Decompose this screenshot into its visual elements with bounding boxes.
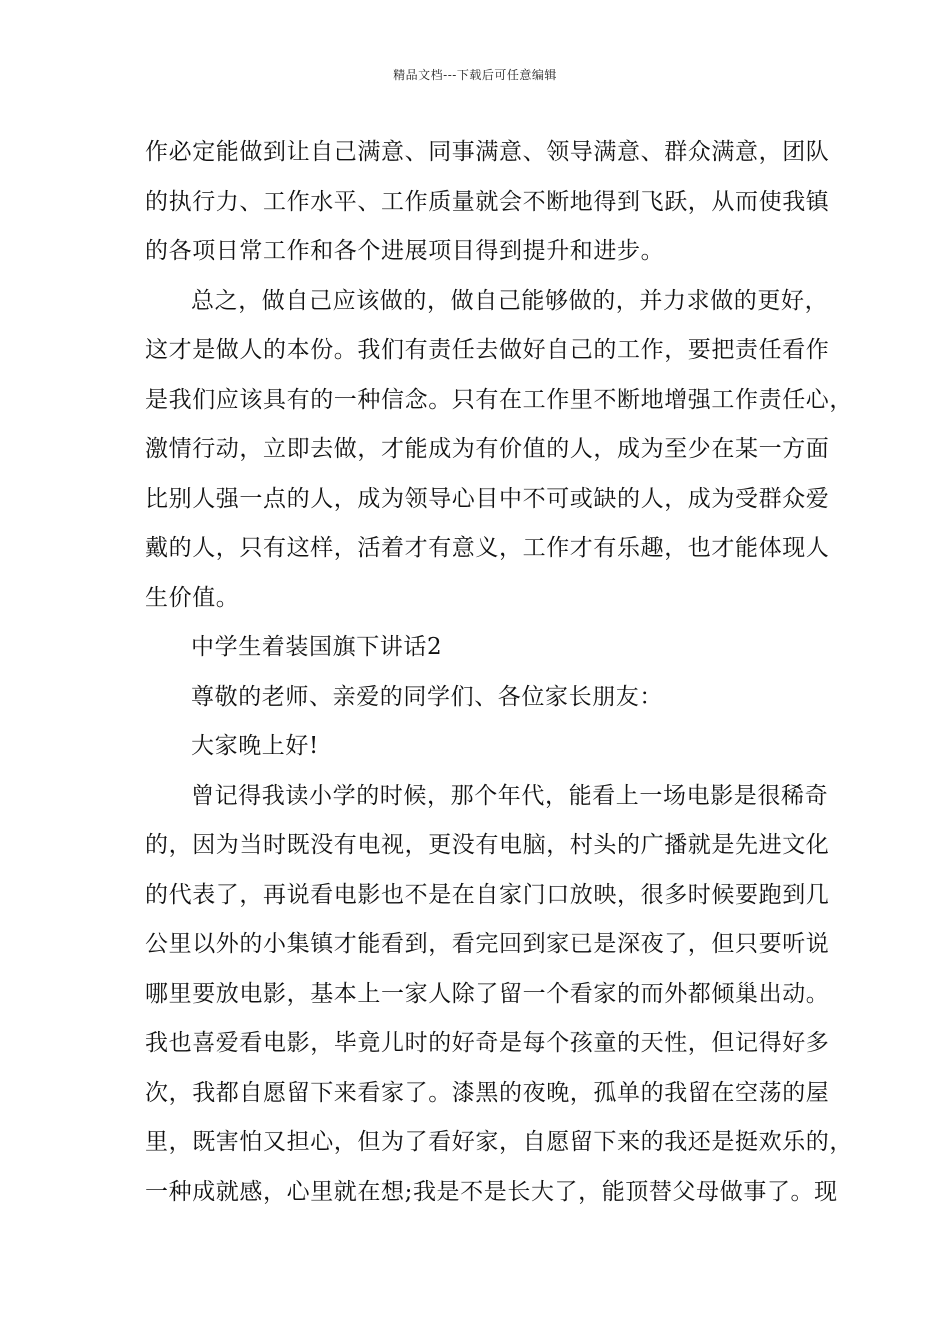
text-line: 公里以外的小集镇才能看到，看完回到家已是深夜了，但只要听说: [145, 931, 830, 957]
text-line: 中学生着装国旗下讲话2: [191, 634, 443, 660]
text-line: 曾记得我读小学的时候，那个年代，能看上一场电影是很稀奇: [191, 782, 829, 809]
text-line: 的代表了，再说看电影也不是在自家门口放映，很多时候要跑到几: [145, 881, 830, 908]
text-line: 这才是做人的本份。我们有责任去做好自己的工作，要把责任看作: [145, 337, 830, 363]
text-line: 戴的人，只有这样，活着才有意义，工作才有乐趣，也才能体现人: [145, 535, 830, 561]
text-line: 大家晚上好!: [191, 733, 319, 759]
text-line: 我也喜爱看电影，毕竟儿时的好奇是每个孩童的天性，但记得好多: [145, 1030, 830, 1056]
text-line: 的执行力、工作水平、工作质量就会不断地得到飞跃，从而使我镇: [145, 188, 830, 215]
text-line: 总之，做自己应该做的，做自己能够做的，并力求做的更好，: [191, 287, 829, 314]
text-line: 是我们应该具有的一种信念。只有在工作里不断地增强工作责任心，: [145, 386, 853, 413]
document-body: [145, 130, 853, 1219]
text-line: 生价值。: [145, 584, 240, 611]
text-line: 里，既害怕又担心，但为了看好家，自愿留下来的我还是挺欢乐的，: [145, 1129, 853, 1155]
text-line: 尊敬的老师、亲爱的同学们、各位家长朋友：: [191, 683, 663, 710]
text-line: 的各项日常工作和各个进展项目得到提升和进步。: [145, 238, 665, 264]
text-line: 哪里要放电影，基本上一家人除了留一个看家的而外都倾巢出动。: [145, 980, 830, 1007]
page-header: 精品文档---下载后可任意编辑: [393, 68, 557, 82]
text-line: 作必定能做到让自己满意、同事满意、领导满意、群众满意，团队: [145, 139, 830, 165]
text-line: 次，我都自愿留下来看家了。漆黑的夜晚，孤单的我留在空荡的屋: [145, 1079, 830, 1106]
text-line: 激情行动，立即去做，才能成为有价值的人，成为至少在某一方面: [145, 436, 830, 462]
text-line: 的，因为当时既没有电视，更没有电脑，村头的广播就是先进文化: [145, 832, 830, 858]
text-line: 比别人强一点的人，成为领导心目中不可或缺的人，成为受群众爱: [145, 485, 830, 512]
text-line: 一种成就感，心里就在想;我是不是长大了，能顶替父母做事了。现: [145, 1178, 838, 1205]
